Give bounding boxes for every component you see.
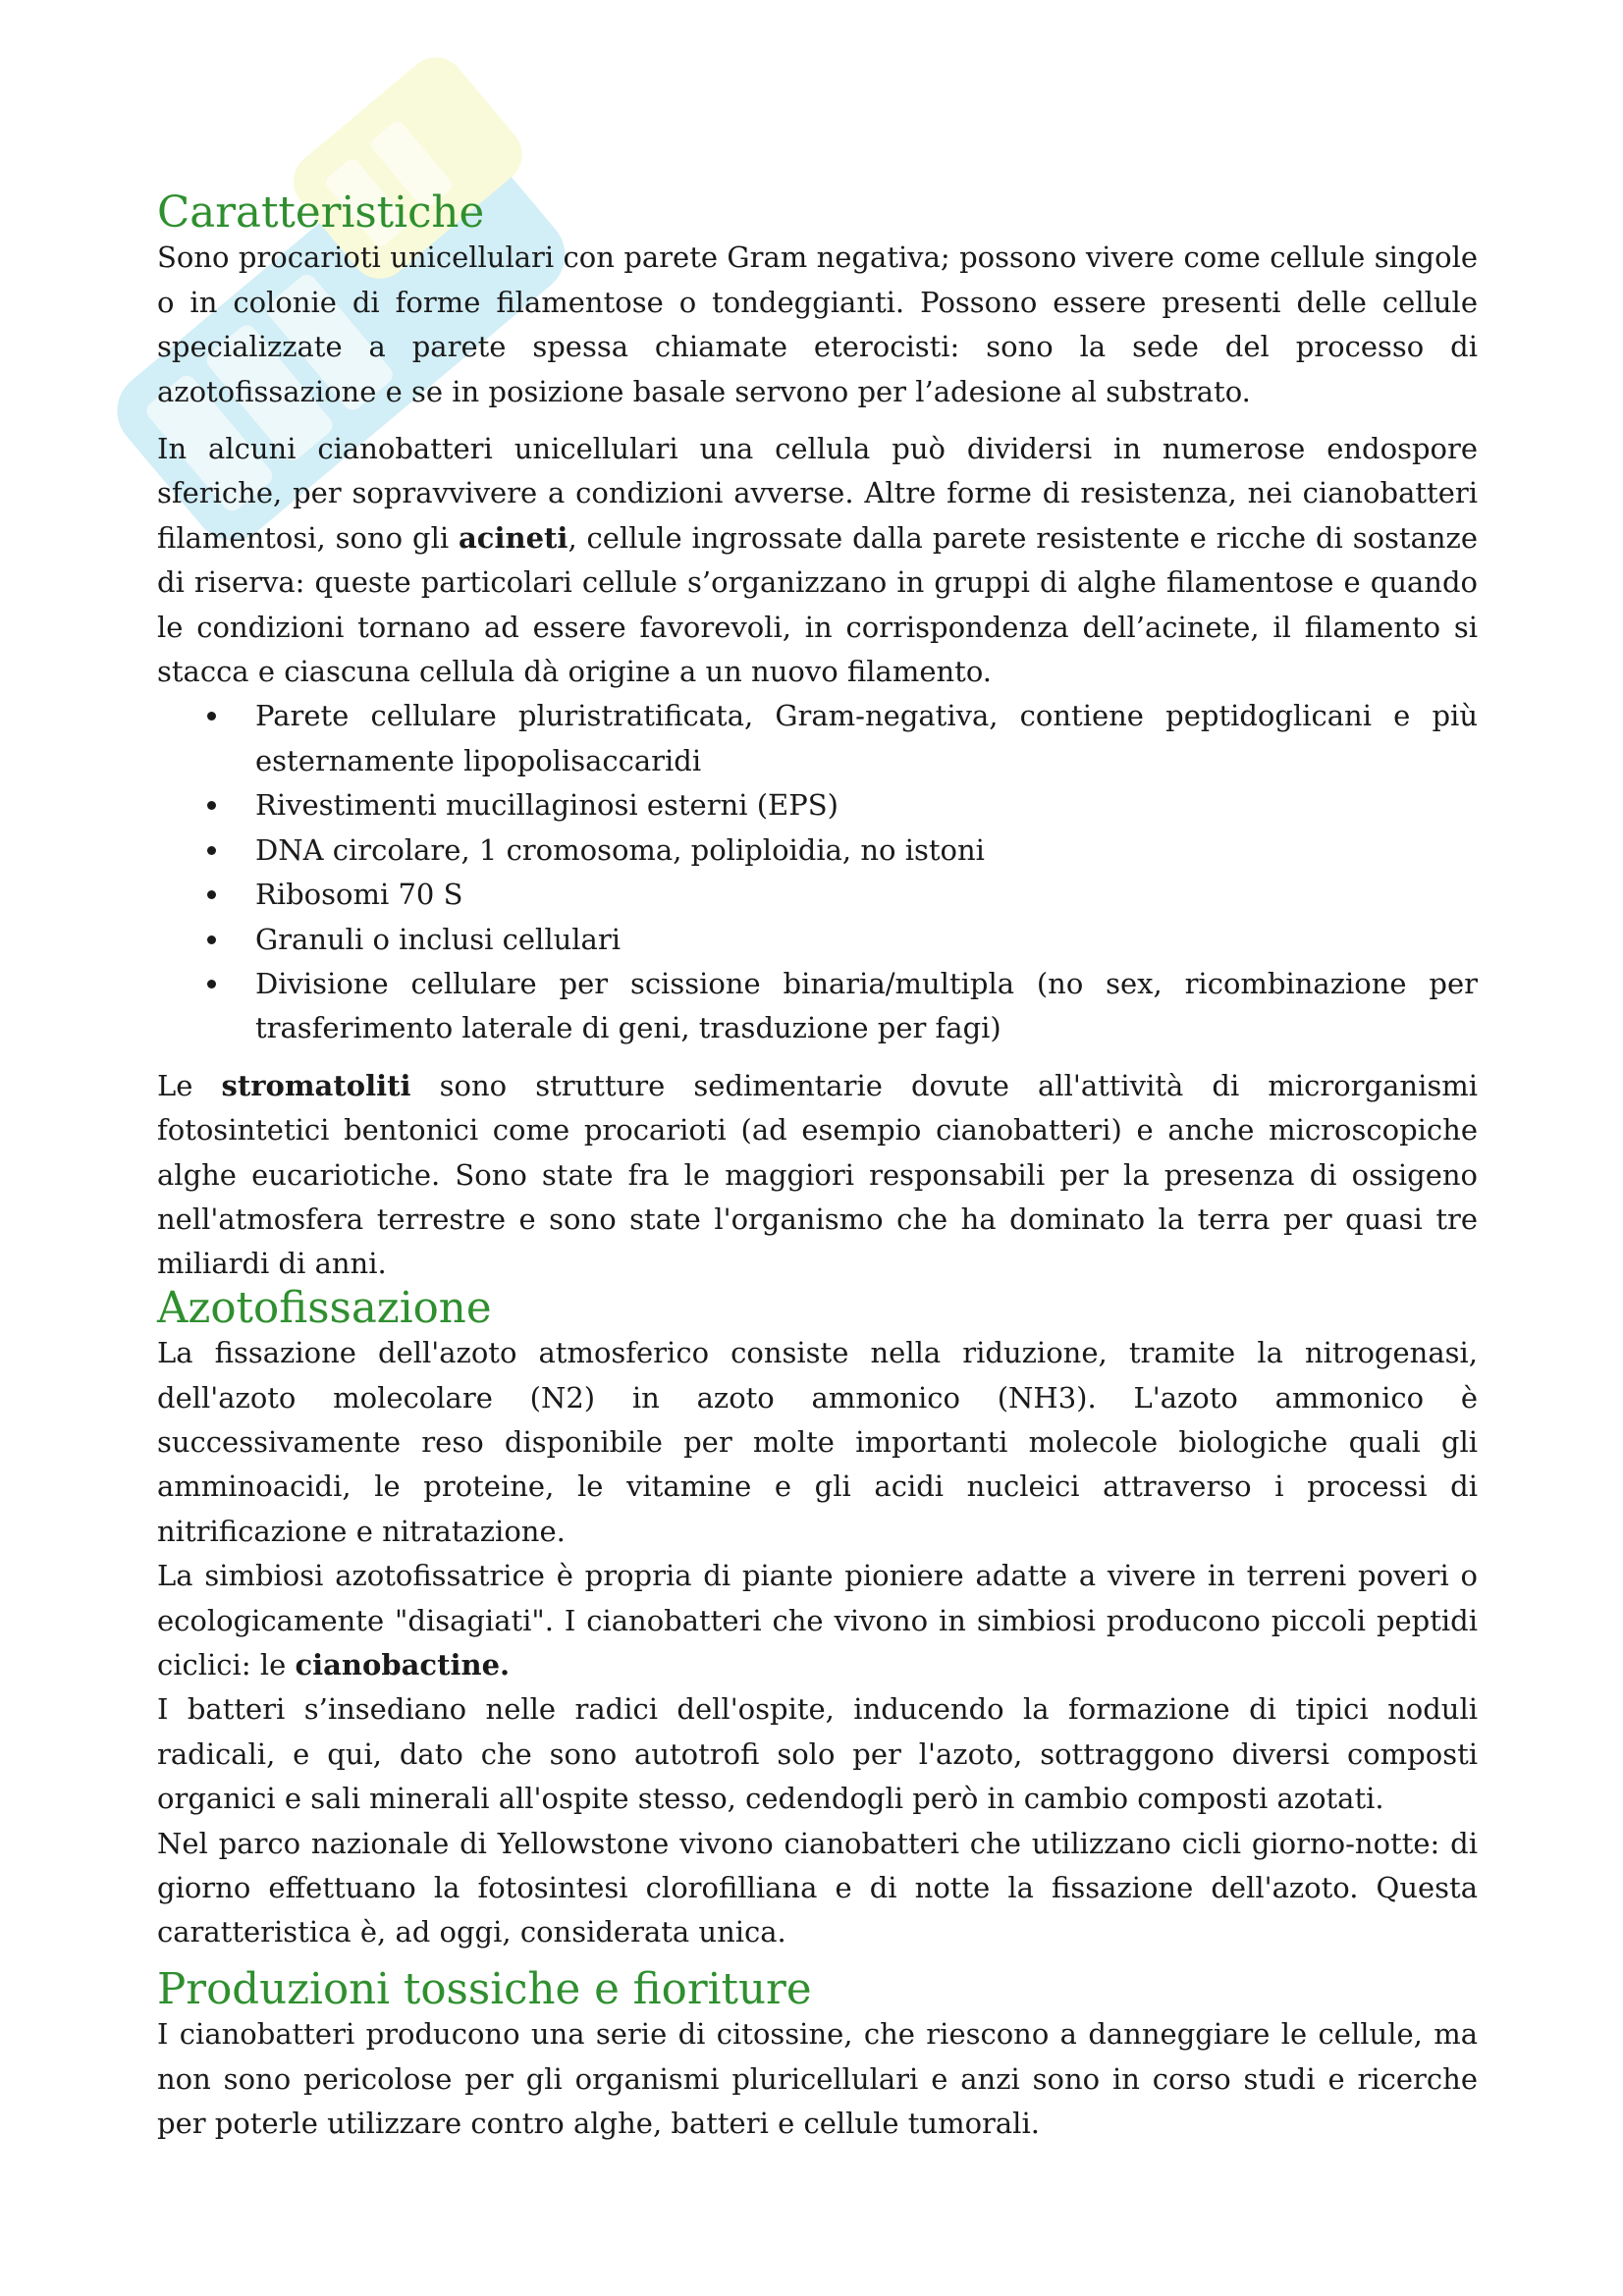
list-item: [157, 783, 1478, 828]
text-run: sono strutture sedimentarie dovute all'attività di microrganismi fotosintetici bentonici come procarioti (ad esempio cianobatteri) e anche microscopiche alghe eucariotiche. Sono state fra le maggiori responsabili per la presenza di ossigeno nell'atmosfera terrestre e sono state l'organismo che ha dominato la terra per quasi tre miliardi di anni.: [157, 1068, 1478, 1281]
list-item-text: Divisione cellulare per scissione binaria/multipla (no sex, ricombinazione per trasferimento laterale di geni, trasduzione per fagi): [255, 966, 1478, 1045]
list-item: [157, 918, 1478, 962]
bullet-icon: [207, 890, 216, 899]
list-item-text: DNA circolare, 1 cromosoma, poliploidia, no istoni: [255, 832, 985, 867]
text-run: In alcuni cianobatteri unicellulari una cellula può dividersi in numerose endospore sferiche, per sopravvivere a condizioni avverse. Altre forme di resistenza, nei cianobatteri filamentosi, sono gli: [157, 432, 1478, 555]
text-run: Le: [157, 1068, 222, 1102]
bold-term-stromatoliti: stromatoliti: [221, 1068, 411, 1102]
list-item-text: Rivestimenti mucillaginosi esterni (EPS): [255, 788, 839, 823]
list-item-text: Ribosomi 70 S: [255, 878, 463, 912]
list-item: [157, 694, 1478, 783]
paragraph-produzioni-1: I cianobatteri producono una serie di citossine, che riescono a danneggiare le cellule, ma non sono pericolose per gli organismi pluricellulari e anzi sono in corso studi e ricerche per poterle utilizzare contro alghe, batteri e cellule tumorali.: [157, 2017, 1478, 2141]
paragraph-caratteristiche-1: Sono procarioti unicellulari con parete Gram negativa; possono vivere come cellule singole o in colonie di forme filamentose o tondeggianti. Possono essere presenti delle cellule specializzate a parete spessa chiamate eterocisti: sono la sede del processo di azotofissazione e se in posizione basale servono per l’adesione al substrato.: [157, 240, 1478, 408]
paragraph-azotofissazione-1: La fissazione dell'azoto atmosferico consiste nella riduzione, tramite la nitrogenasi, dell'azoto molecolare (N2) in azoto ammonico (NH3). L'azoto ammonico è successivamente reso disponibile per molte importanti molecole biologiche quali gli amminoacidi, le proteine, le vitamine e gli acidi nucleici attraverso i processi di nitrificazione e nitratazione.: [157, 1336, 1478, 1548]
paragraph-azotofissazione-3: I batteri s’insediano nelle radici dell'ospite, inducendo la formazione di tipici noduli radicali, e qui, dato che sono autotrofi solo per l'azoto, sottraggono diversi composti organici e sali minerali all'ospite stesso, cedendogli però in cambio composti azotati.: [157, 1692, 1478, 1816]
paragraph-caratteristiche-2: [157, 427, 1478, 694]
bullet-icon: [207, 980, 216, 988]
list-item: [157, 828, 1478, 873]
list-item: [157, 962, 1478, 1051]
text-run: La simbiosi azotofissatrice è propria di piante pioniere adatte a vivere in terreni poveri o ecologicamente "disagiati". I cianobatteri che vivono in simbiosi producono piccoli peptidi ciclici: le: [157, 1559, 1478, 1682]
bold-term-acineti: acineti: [459, 520, 568, 555]
list-item-text: Granuli o inclusi cellulari: [255, 922, 621, 956]
bullet-icon: [207, 801, 216, 810]
bullet-icon: [207, 935, 216, 944]
heading-azotofissazione: Azotofissazione: [157, 1283, 492, 1333]
heading-caratteristiche: Caratteristiche: [157, 188, 485, 238]
list-item: [157, 873, 1478, 917]
paragraph-azotofissazione-4: Nel parco nazionale di Yellowstone vivono cianobatteri che utilizzano cicli giorno-notte: di giorno effettuano la fotosintesi clorofilliana e di notte la fissazione dell'azoto. Questa caratteristica è, ad oggi, considerata unica.: [157, 1826, 1478, 1949]
bullet-list: [157, 694, 1478, 1050]
bullet-icon: [207, 846, 216, 855]
list-item-text: Parete cellulare pluristratificata, Gram-negativa, contiene peptidoglicani e più esternamente lipopolisaccaridi: [255, 699, 1478, 777]
paragraph-azotofissazione-2: [157, 1554, 1478, 1687]
text-run: , cellule ingrossate dalla parete resistente e ricche di sostanze di riserva: queste particolari cellule s’organizzano in gruppi di alghe filamentose e quando le condizioni tornano ad essere favorevoli, in corrispondenza dell’acinete, il filamento si stacca e ciascuna cellula dà origine a un nuovo filamento.: [157, 520, 1478, 689]
heading-produzioni: Produzioni tossiche e fioriture: [157, 1964, 812, 2014]
bullet-icon: [207, 712, 216, 721]
document-page: [157, 188, 1478, 2146]
bold-term-cianobactine: cianobactine.: [295, 1648, 511, 1682]
paragraph-stromatoliti: [157, 1064, 1478, 1287]
